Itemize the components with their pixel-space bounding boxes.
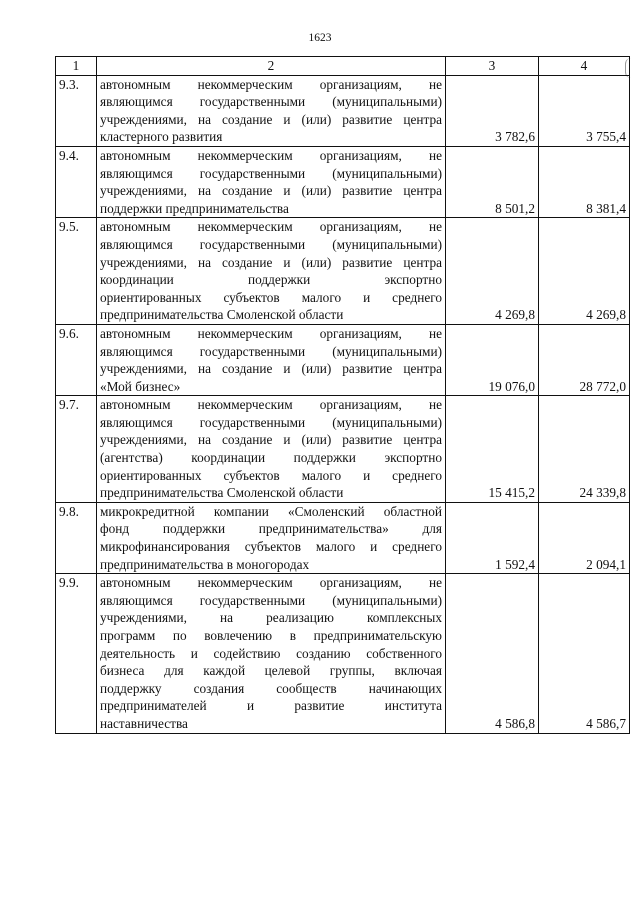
value-col-3: 8 501,2 <box>446 146 539 217</box>
description-line: фонд поддержки предпринимательства» для <box>100 521 442 537</box>
value-col-3: 3 782,6 <box>446 75 539 146</box>
description-line: деятельность и содействию созданию собственного <box>100 645 442 661</box>
table-row <box>56 396 630 503</box>
table-row <box>56 75 630 146</box>
table-row <box>56 324 630 395</box>
description-line: «Мой бизнес» <box>100 378 181 394</box>
description-line: ориентированных субъектов малого и среднего <box>100 289 442 305</box>
column-header-4: 4 <box>539 57 630 76</box>
description-line: предпринимательства Смоленской области <box>100 307 344 323</box>
description-line: ориентированных субъектов малого и среднего <box>100 467 442 483</box>
value-col-4: 8 381,4 <box>539 146 630 217</box>
description-line: наставничества <box>100 715 188 731</box>
row-description <box>97 502 446 573</box>
description-line: учреждениями, на создание и (или) развитие центра <box>100 361 442 377</box>
description-line: микрокредитной компании «Смоленский областной <box>100 503 442 519</box>
value-col-3: 19 076,0 <box>446 324 539 395</box>
row-number: 9.5. <box>56 218 97 325</box>
description-line: учреждениями, на реализацию комплексных <box>100 610 442 626</box>
value-col-4: 2 094,1 <box>539 502 630 573</box>
description-line: автономным некоммерческим организациям, не <box>100 397 442 413</box>
column-header-3: 3 <box>446 57 539 76</box>
row-description <box>97 574 446 733</box>
table-row <box>56 218 630 325</box>
table-row <box>56 502 630 573</box>
description-line: координации поддержки экспортно <box>100 272 442 288</box>
row-number: 9.4. <box>56 146 97 217</box>
row-number: 9.9. <box>56 574 97 733</box>
row-description <box>97 75 446 146</box>
description-line: бизнеса для каждой целевой группы, включая <box>100 663 442 679</box>
table-row <box>56 146 630 217</box>
value-col-4: 4 269,8 <box>539 218 630 325</box>
description-line: являющимся государственными (муниципальными) <box>100 236 442 252</box>
description-line: автономным некоммерческим организациям, не <box>100 575 442 591</box>
description-line: автономным некоммерческим организациям, не <box>100 219 442 235</box>
description-line: учреждениями, на создание и (или) развитие центра <box>100 432 442 448</box>
description-line: учреждениями, на создание и (или) развитие центра <box>100 183 442 199</box>
description-line: автономным некоммерческим организациям, не <box>100 76 442 92</box>
row-description <box>97 396 446 503</box>
page-number: 1623 <box>308 32 332 44</box>
row-number: 9.3. <box>56 75 97 146</box>
description-line: кластерного развития <box>100 129 223 145</box>
description-line: предпринимательства в моногородах <box>100 556 310 572</box>
table-header-row <box>56 57 630 76</box>
description-line: предпринимательства Смоленской области <box>100 485 344 501</box>
description-line: являющимся государственными (муниципальными) <box>100 94 442 110</box>
row-description <box>97 324 446 395</box>
value-col-4: 28 772,0 <box>539 324 630 395</box>
description-line: (агентства) координации поддержки экспортно <box>100 450 442 466</box>
description-line: поддержку создания сообществ начинающих <box>100 680 442 696</box>
value-col-4: 24 339,8 <box>539 396 630 503</box>
column-header-2: 2 <box>97 57 446 76</box>
description-line: являющимся государственными (муниципальными) <box>100 592 442 608</box>
description-line: автономным некоммерческим организациям, не <box>100 325 442 341</box>
value-col-3: 15 415,2 <box>446 396 539 503</box>
column-header-1: 1 <box>56 57 97 76</box>
row-description <box>97 146 446 217</box>
description-line: являющимся государственными (муниципальными) <box>100 165 442 181</box>
value-col-4: 4 586,7 <box>539 574 630 733</box>
description-line: являющимся государственными (муниципальными) <box>100 343 442 359</box>
value-col-3: 1 592,4 <box>446 502 539 573</box>
description-line: учреждениями, на создание и (или) развитие центра <box>100 254 442 270</box>
description-line: программ по вовлечению в предпринимательскую <box>100 628 442 643</box>
row-number: 9.8. <box>56 502 97 573</box>
description-line: микрофинансирования субъектов малого и среднего <box>100 539 442 555</box>
value-col-4: 3 755,4 <box>539 75 630 146</box>
description-line: являющимся государственными (муниципальными) <box>100 414 442 430</box>
budget-table <box>55 56 630 734</box>
row-number: 9.6. <box>56 324 97 395</box>
description-line: поддержки предпринимательства <box>100 200 289 216</box>
description-line: предпринимателей и развитие института <box>100 698 442 714</box>
row-number: 9.7. <box>56 396 97 503</box>
row-description <box>97 218 446 325</box>
value-col-3: 4 269,8 <box>446 218 539 325</box>
description-line: учреждениями, на создание и (или) развитие центра <box>100 111 442 127</box>
table-row <box>56 574 630 733</box>
value-col-3: 4 586,8 <box>446 574 539 733</box>
description-line: автономным некоммерческим организациям, не <box>100 147 442 163</box>
